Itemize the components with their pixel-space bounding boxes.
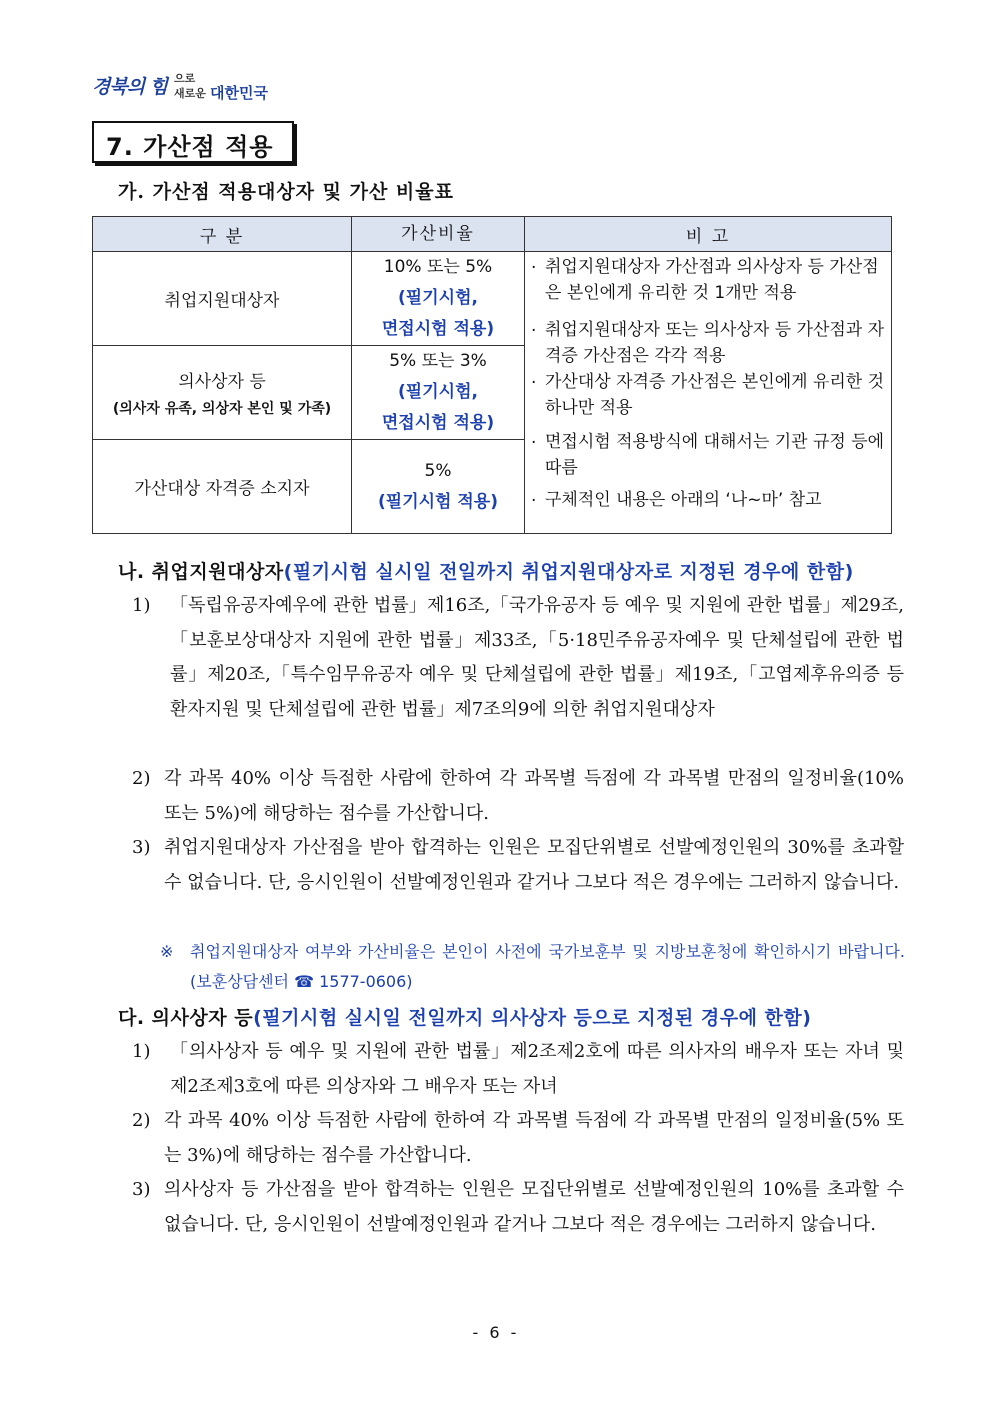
notice-text: 취업지원대상자 여부와 가산비율은 본인이 사전에 국가보훈부 및 지방보훈청에 확인하시기 바랍니다.(보훈상담센터 ☎ 1577-0606) <box>190 942 905 991</box>
item-text: 의사상자 등 가산점을 받아 합격하는 인원은 모집단위별로 선발예정인원의 10%를 초과할 수 없습니다. 단, 응시인원이 선발예정인원과 같거나 그보다 적은 경우에는 그러하지 않습니다. <box>164 1179 904 1235</box>
item-text: 취업지원대상자 가산점을 받아 합격하는 인원은 모집단위별로 선발예정인원의 30%를 초과할 수 없습니다. 단, 응시인원이 선발예정인원과 같거나 그보다 적은 경우에는 그러하지 않습니다. <box>164 837 904 893</box>
item-text: 「의사상자 등 예우 및 지원에 관한 법률」제2조제2호에 따른 의사자의 배우자 또는 자녀 및 제2조제3호에 따른 의상자와 그 배우자 또는 자녀 <box>170 1041 904 1097</box>
ratio-value: 5% <box>424 460 452 481</box>
ratio-note: (필기시험 적용) <box>378 491 498 512</box>
remark-item: . 가산대상 자격증 가산점은 본인에게 유리한 것 하나만 적용 <box>529 369 885 421</box>
header-category: 구 분 <box>93 217 352 252</box>
item-text: 각 과목 40% 이상 득점한 사람에 한하여 각 과목별 득점에 각 과목별 만점의 일정비율(10% 또는 5%)에 해당하는 점수를 가산합니다. <box>164 768 904 824</box>
da-item-1 <box>132 1035 904 1104</box>
row-ratio <box>352 252 525 346</box>
table-row <box>93 252 892 346</box>
header-ratio: 가산비율 <box>352 217 525 252</box>
remark-item: . 면접시험 적용방식에 대해서는 기관 규정 등에 따름 <box>529 429 885 481</box>
item-number: 3) <box>132 837 151 858</box>
item-number: 1) <box>132 1041 151 1062</box>
category-label: 의사상자 등 <box>178 372 266 392</box>
remark-item: . 구체적인 내용은 아래의 ‘나~마’ 참고 <box>529 487 885 513</box>
na-item-3 <box>132 831 904 900</box>
logo-small-bottom: 새로운 <box>174 87 206 100</box>
heading-da-title: 다. 의사상자 등 <box>118 1007 254 1029</box>
row-category <box>93 440 352 534</box>
item-number: 2) <box>132 768 151 789</box>
na-item-2 <box>132 762 904 831</box>
row-category <box>93 252 352 346</box>
heading-na-paren: (필기시험 실시일 전일까지 취업지원대상자로 지정된 경우에 한함) <box>283 561 854 583</box>
bonus-table <box>92 216 892 534</box>
item-number: 3) <box>132 1179 151 1200</box>
logo-small-top: 으로 <box>174 72 196 85</box>
item-text: 각 과목 40% 이상 득점한 사람에 한하여 각 과목별 득점에 각 과목별 만점의 일정비율(5% 또는 3%)에 해당하는 점수를 가산합니다. <box>164 1110 904 1166</box>
row-ratio <box>352 346 525 440</box>
da-item-2 <box>132 1104 904 1173</box>
ratio-note: 면접시험 적용) <box>381 319 495 339</box>
ratio-note: (필기시험, <box>398 382 478 402</box>
table-header-row <box>93 217 892 252</box>
ratio-value: 10% 또는 5% <box>383 257 493 277</box>
item-number: 1) <box>132 595 151 616</box>
subsection-title: 가. 가산점 적용대상자 및 가산 비율표 <box>118 181 454 203</box>
heading-na <box>118 557 854 584</box>
page-number: - 6 - <box>472 1323 520 1342</box>
da-item-3 <box>132 1173 904 1242</box>
category-note: (의사자 유족, 의상자 본인 및 가족) <box>112 401 332 417</box>
na-item-1 <box>132 589 904 727</box>
item-text: 「독립유공자예우에 관한 법률」제16조,「국가유공자 등 예우 및 지원에 관한 법률」제29조,「보훈보상대상자 지원에 관한 법률」제33조,「5·18민주유공자예우 및 단체설립에 관한 법률」제20조,「특수임무유공자 예우 및 단체설립에 관한 법률」제19조,「고엽제후유의증 등 환자지원 및 단체설립에 관한 법률」제7조의9에 의한 취업지원대상자 <box>170 595 904 720</box>
heading-da-paren: (필기시험 실시일 전일까지 의사상자 등으로 지정된 경우에 한함) <box>253 1007 812 1029</box>
row-category <box>93 346 352 440</box>
ratio-note: (필기시험, <box>398 288 478 308</box>
section-title: 7. 가산점 적용 <box>106 133 274 161</box>
remarks-cell <box>525 252 892 534</box>
logo-main: 대한민국 <box>210 84 268 102</box>
ratio-note: 면접시험 적용) <box>381 413 495 433</box>
item-number: 2) <box>132 1110 151 1131</box>
heading-na-title: 나. 취업지원대상자 <box>118 561 284 583</box>
section-title-box <box>92 121 294 163</box>
heading-da <box>118 1003 811 1030</box>
logo-script: 경북의 힘 <box>92 76 168 98</box>
remark-item: . 취업지원대상자 또는 의사상자 등 가산점과 자격증 가산점은 각각 적용 <box>529 317 885 369</box>
header-remarks: 비 고 <box>525 217 892 252</box>
category-label: 취업지원대상자 <box>164 291 280 311</box>
category-label: 가산대상 자격증 소지자 <box>134 479 310 499</box>
remark-item: . 취업지원대상자 가산점과 의사상자 등 가산점은 본인에게 유리한 것 1개만 적용 <box>529 254 885 306</box>
notice-mark: ※ <box>160 942 174 961</box>
row-ratio <box>352 440 525 534</box>
notice <box>160 937 905 997</box>
ratio-value: 5% 또는 3% <box>389 351 487 371</box>
